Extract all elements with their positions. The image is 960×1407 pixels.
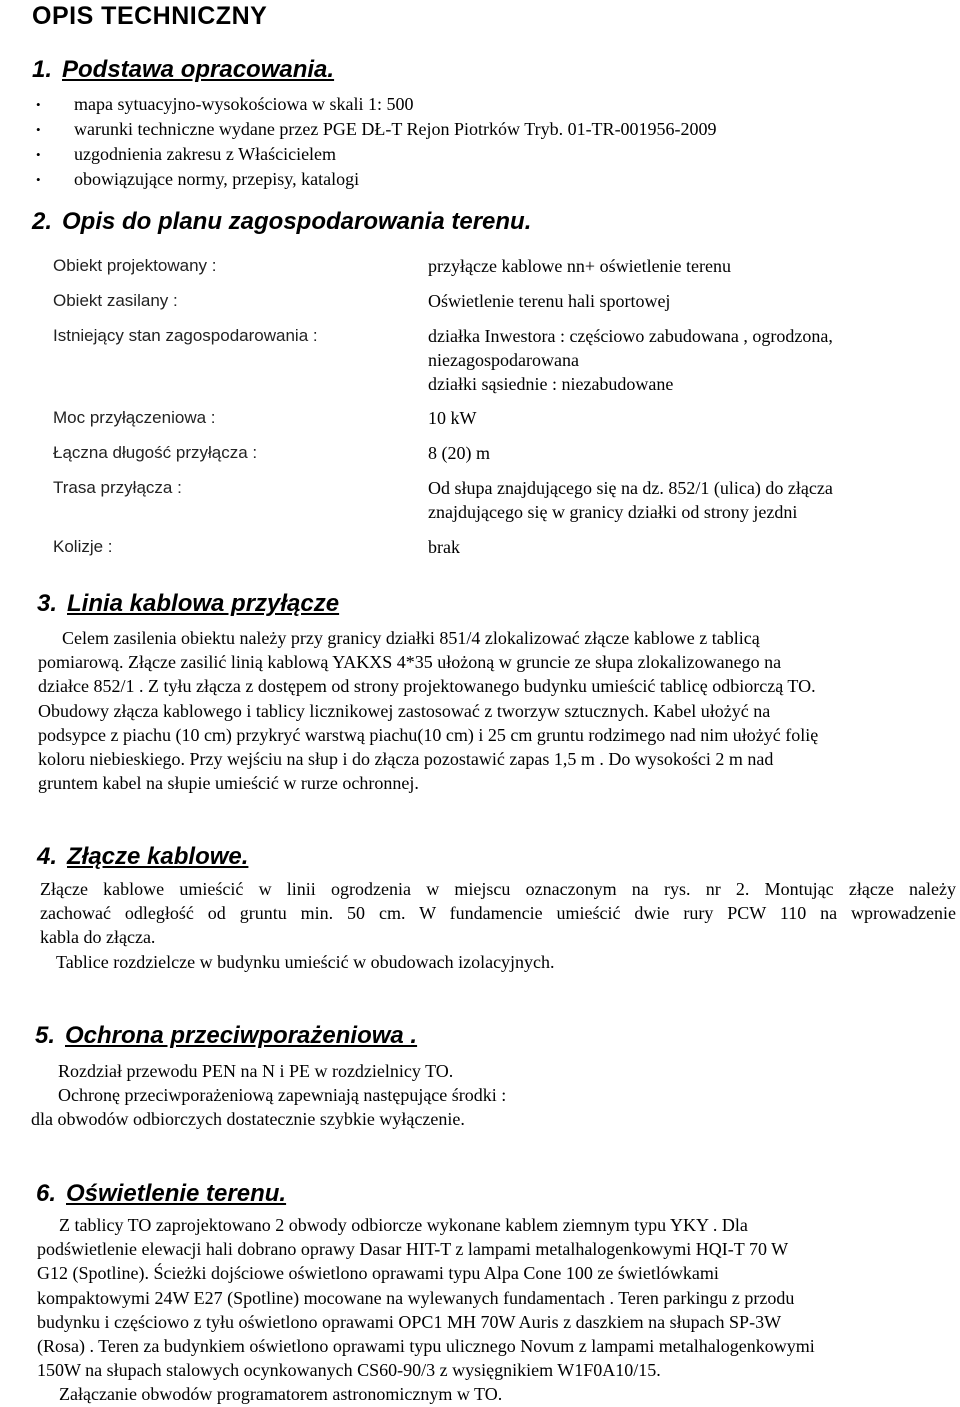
section-6-heading <box>36 1180 286 1208</box>
table-row-value: brak <box>428 537 460 557</box>
section-4-title: Złącze kablowe. <box>67 843 249 870</box>
section-4-number: 4. <box>37 843 58 870</box>
document-title: OPIS TECHNICZNY <box>32 2 268 30</box>
bullet-icon: • <box>36 122 41 137</box>
section-3-paragraph: Celem zasilenia obiektu należy przy granicy działki 851/4 zlokalizować złącze kablowe z tablicą pomiarową. Złącze zasilić linią kablową YAKXS 4*35 ułożoną w gruncie ze słupa zlokalizowanego na działce 852/1 . Z tyłu złącza z dostępem od strony projektowanego budynku umieścić tablicę odbiorczą TO. Obudowy złącza kablowego i tablicy licznikowej zastosować z tworzyw sztucznych. Kabel ułożyć na podsypce z piachu (10 cm) przykryć warstwą piachu(10 cm) i 25 cm gruntu rodzimego nad nim ułożyć folię koloru niebieskiego. Przy wejściu na słup i do złącza pozostawić zapas 1,5 m . Do wysokości 2 m nad gruntem kabel na słupie umieścić w rurze ochronnej. <box>38 628 819 794</box>
list-item: • mapa sytuacyjno-wysokościowa w skali 1: 500 <box>0 92 717 117</box>
section-2-number: 2. <box>32 208 53 235</box>
section-1-number: 1. <box>32 56 53 83</box>
section-5-title: Ochrona przeciwporażeniowa . <box>65 1022 418 1049</box>
bullet-icon: • <box>36 97 41 112</box>
section-3-heading <box>37 590 339 618</box>
section-4-paragraph: Złącze kablowe umieścić w linii ogrodzenia w miejscu oznaczonym na rys. nr 2. Montując złącze należy zachować odległość od gruntu min. 50 cm. W fundamencie umieścić dwie rury PCW 110 na wprowadzenie kabla do złącza. Tablice rozdzielcze w budynku umieścić w obudowach izolacyjnych. <box>40 879 956 972</box>
table-row-label: Trasa przyłącza : <box>53 478 182 497</box>
table-row-label: Kolizje : <box>53 537 113 556</box>
table-row-label: Łączna długość przyłącza : <box>53 443 258 462</box>
list-item: • uzgodnienia zakresu z Właścicielem <box>0 142 717 167</box>
table-row-value: działka Inwestora : częściowo zabudowana , ogrodzona, niezagospodarowana działki sąsiednie : niezabudowane <box>428 326 833 394</box>
table-row-value: Oświetlenie terenu hali sportowej <box>428 291 671 311</box>
table-row-label: Obiekt zasilany : <box>53 291 178 310</box>
section-6-number: 6. <box>36 1180 57 1207</box>
section-4-heading <box>37 843 248 871</box>
bullet-icon: • <box>36 172 41 187</box>
table-row-value: 10 kW <box>428 408 477 428</box>
section-1-bullet-list <box>0 92 717 192</box>
section-6-title: Oświetlenie terenu. <box>66 1180 287 1207</box>
section-1-title: Podstawa opracowania. <box>62 56 335 83</box>
section-3-number: 3. <box>37 590 58 617</box>
section-2-title: Opis do planu zagospodarowania terenu. <box>62 208 532 235</box>
section-1-heading <box>32 56 334 84</box>
list-item: • obowiązujące normy, przepisy, katalogi <box>0 167 717 192</box>
table-row-value: Od słupa znajdującego się na dz. 852/1 (ulica) do złącza znajdującego się w granicy działki od strony jezdni <box>428 478 833 522</box>
section-5-heading <box>35 1022 417 1050</box>
section-5-paragraph: Rozdział przewodu PEN na N i PE w rozdzielnicy TO. Ochronę przeciwporażeniową zapewniają następujące środki : dla obwodów odbiorczych dostatecznie szybkie wyłączenie. <box>31 1061 507 1130</box>
section-2-heading <box>32 208 531 236</box>
section-6-paragraph: Z tablicy TO zaprojektowano 2 obwody odbiorcze wykonane kablem ziemnym typu YKY . Dla podświetlenie elewacji hali dobrano oprawy Dasar HIT-T z lampami metalhalogenkowymi HQI-T 70 W G12 (Spotline). Ścieżki dojściowe oświetlono oprawami typu Alpa Cone 100 ze świetlówkami kompaktowymi 24W E27 (Spotline) mocowane na wylewanych fundamentach . Teren parkingu z przodu budynku i częściowo z tyłu oświetlono oprawami OPC1 MH 70W Auris z daszkiem na słupach SP-3W (Rosa) . Teren za budynkiem oświetlono oprawami typu ulicznego Novum z lampami metalhalogenkowymi 150W na słupach stalowych ocynkowanych CS60-90/3 z wysięgnikiem W1F0A10/15. Załączanie obwodów programatorem astronomicznym w TO. <box>37 1215 815 1405</box>
table-row-label: Obiekt projektowany : <box>53 256 217 275</box>
section-3-title: Linia kablowa przyłącze <box>67 590 340 617</box>
bullet-icon: • <box>36 147 41 162</box>
table-row-label: Istniejący stan zagospodarowania : <box>53 326 318 345</box>
table-row-label: Moc przyłączeniowa : <box>53 408 216 427</box>
table-row-value: przyłącze kablowe nn+ oświetlenie terenu <box>428 256 732 276</box>
section-5-number: 5. <box>35 1022 56 1049</box>
table-row-value: 8 (20) m <box>428 443 490 463</box>
list-item: • warunki techniczne wydane przez PGE DŁ-T Rejon Piotrków Tryb. 01-TR-001956-2009 <box>0 117 717 142</box>
